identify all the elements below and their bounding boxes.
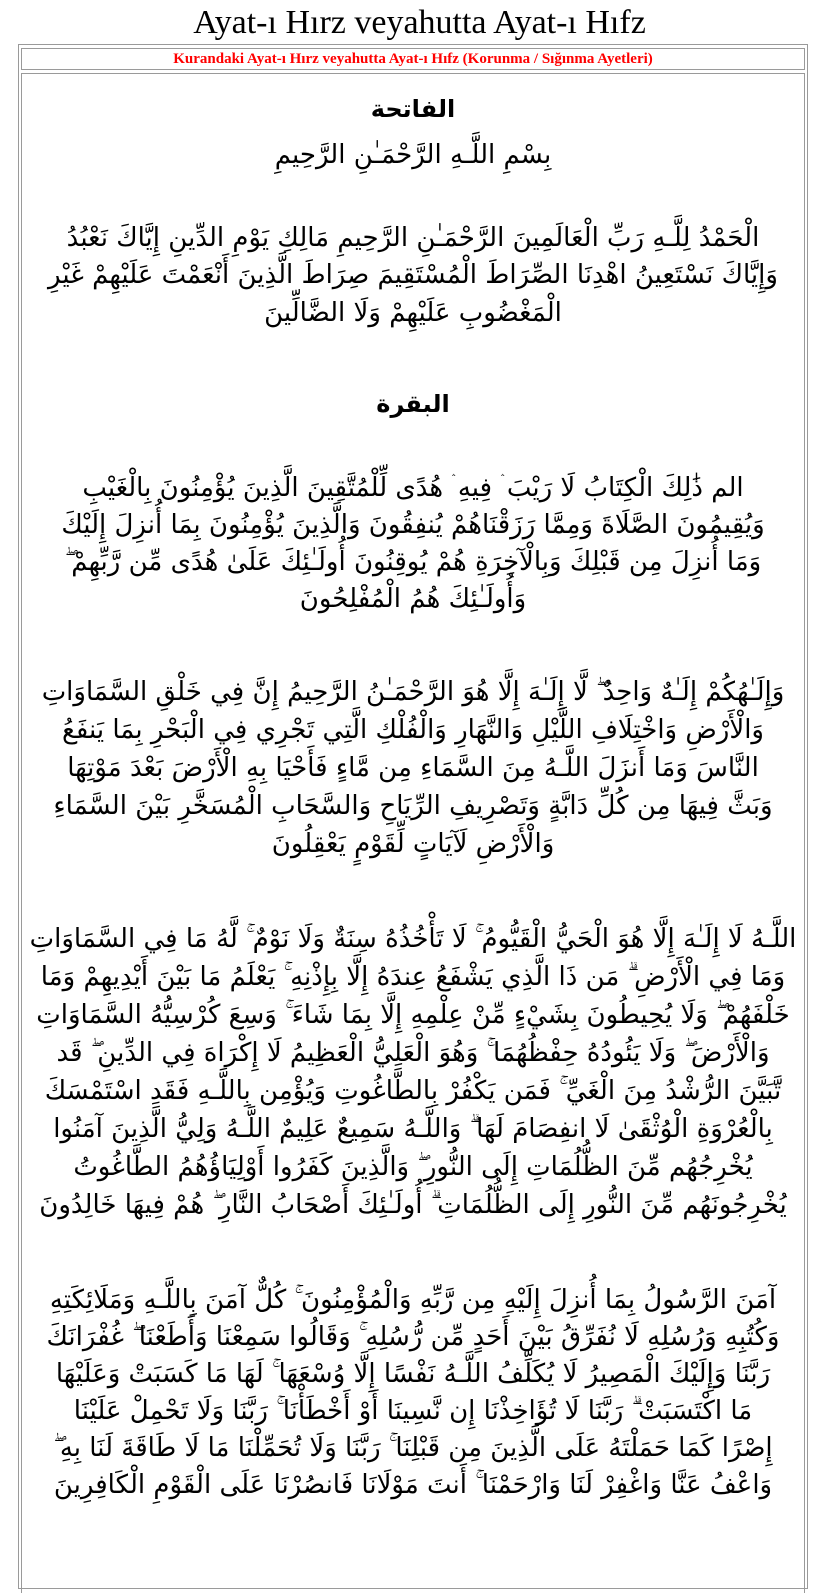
verse-line: وَأُولَـٰئِكَ هُمُ الْمُفْلِحُونَ bbox=[299, 584, 527, 614]
verse-line: يُخْرِجُونَهُم مِّنَ النُّورِ إِلَى الظُّلُمَاتِ ۗ أُولَـٰئِكَ أَصْحَابُ النَّارِ ۖ هُمْ فِيهَا خَالِدُونَ bbox=[39, 1190, 787, 1220]
verse-line: بِالْعُرْوَةِ الْوُثْقَىٰ لَا انفِصَامَ لَهَا ۗ وَاللَّـهُ سَمِيعٌ عَلِيمٌ اللَّـهُ وَلِيُّ الَّذِينَ آمَنُوا bbox=[53, 1114, 773, 1144]
verse-line: وَإِيَّاكَ نَسْتَعِينُ اهْدِنَا الصِّرَاطَ الْمُسْتَقِيمَ صِرَاطَ الَّذِينَ أَنْعَمْتَ عَلَيْهِمْ غَيْرِ bbox=[48, 260, 778, 290]
verse-line: الْمَغْضُوبِ عَلَيْهِمْ وَلَا الضَّالِّينَ bbox=[264, 298, 562, 328]
verse-line: وَالْأَرْضِ لَآيَاتٍ لِّقَوْمٍ يَعْقِلُونَ bbox=[271, 829, 555, 859]
verse-line: إِصْرًا كَمَا حَمَلْتَهُ عَلَى الَّذِينَ مِن قَبْلِنَا ۚ رَبَّنَا وَلَا تُحَمِّلْنَا مَا لَا طَاقَةَ لَنَا بِهِ ۖ bbox=[53, 1433, 773, 1463]
verse-line: وَالْأَرْضِ وَاخْتِلَافِ اللَّيْلِ وَالنَّهَارِ وَالْفُلْكِ الَّتِي تَجْرِي فِي الْبَحْرِ بِمَا يَنفَعُ bbox=[62, 715, 764, 745]
page-title: Ayat-ı Hırz veyahutta Ayat-ı Hıfz bbox=[193, 4, 646, 41]
verse-line: وَيُقِيمُونَ الصَّلَاةَ وَمِمَّا رَزَقْنَاهُمْ يُنفِقُونَ وَالَّذِينَ يُؤْمِنُونَ بِمَا أُنزِلَ إِلَيْكَ bbox=[61, 510, 765, 540]
subtitle: Kurandaki Ayat-ı Hırz veyahutta Ayat-ı Hıfz (Korunma / Sığınma Ayetleri) bbox=[173, 51, 653, 67]
verse-line: وَمَا فِي الْأَرْضِ ۗ مَن ذَا الَّذِي يَشْفَعُ عِندَهُ إِلَّا بِإِذْنِهِ ۚ يَعْلَمُ مَا بَيْنَ أَيْدِيهِمْ وَمَا bbox=[40, 962, 786, 992]
verse-line: مَا اكْتَسَبَتْ ۗ رَبَّنَا لَا تُؤَاخِذْنَا إِن نَّسِينَا أَوْ أَخْطَأْنَا ۚ رَبَّنَا وَلَا تَحْمِلْ عَلَيْنَا bbox=[73, 1396, 753, 1426]
verse-line: وَاعْفُ عَنَّا وَاغْفِرْ لَنَا وَارْحَمْنَا ۚ أَنتَ مَوْلَانَا فَانصُرْنَا عَلَى الْقَوْمِ الْكَافِرِينَ bbox=[53, 1470, 773, 1500]
verse-line: الْحَمْدُ لِلَّـهِ رَبِّ الْعَالَمِينَ الرَّحْمَـٰنِ الرَّحِيمِ مَالِكِ يَوْمِ الدِّينِ إِيَّاكَ نَعْبُدُ bbox=[66, 223, 760, 253]
verse-line: آمَنَ الرَّسُولُ بِمَا أُنزِلَ إِلَيْهِ مِن رَّبِّهِ وَالْمُؤْمِنُونَ ۚ كُلٌّ آمَنَ بِاللَّـهِ وَمَلَائِكَتِهِ bbox=[49, 1285, 777, 1315]
verse-line: يُخْرِجُهُم مِّنَ الظُّلُمَاتِ إِلَى النُّورِ ۖ وَالَّذِينَ كَفَرُوا أَوْلِيَاؤُهُمُ الطَّاغُوتُ bbox=[73, 1152, 753, 1182]
verse-line: وَإِلَـٰهُكُمْ إِلَـٰهٌ وَاحِدٌ ۖ لَّا إِلَـٰهَ إِلَّا هُوَ الرَّحْمَـٰنُ الرَّحِيمُ إِنَّ فِي خَلْقِ السَّمَاوَاتِ bbox=[41, 677, 785, 707]
verse-line: رَبَّنَا وَإِلَيْكَ الْمَصِيرُ لَا يُكَلِّفُ اللَّـهُ نَفْسًا إِلَّا وُسْعَهَا ۚ لَهَا مَا كَسَبَتْ وَعَلَيْهَا bbox=[55, 1359, 771, 1389]
verse-line: اللَّـهُ لَا إِلَـٰهَ إِلَّا هُوَ الْحَيُّ الْقَيُّومُ ۚ لَا تَأْخُذُهُ سِنَةٌ وَلَا نَوْمٌ ۚ لَّهُ مَا فِي السَّمَاوَاتِ bbox=[29, 924, 797, 954]
verse-line: وَكُتُبِهِ وَرُسُلِهِ لَا نُفَرِّقُ بَيْنَ أَحَدٍ مِّن رُّسُلِهِ ۚ وَقَالُوا سَمِعْنَا وَأَطَعْنَا ۖ غُفْرَانَكَ bbox=[46, 1322, 780, 1352]
verse-line: خَلْفَهُمْ ۖ وَلَا يُحِيطُونَ بِشَيْءٍ مِّنْ عِلْمِهِ إِلَّا بِمَا شَاءَ ۚ وَسِعَ كُرْسِيُّهُ السَّمَاوَاتِ bbox=[36, 1000, 790, 1030]
basmala: بِسْمِ اللَّـهِ الرَّحْمَـٰنِ الرَّحِيمِ bbox=[274, 140, 552, 170]
verse-line: تَّبَيَّنَ الرُّشْدُ مِنَ الْغَيِّ ۚ فَمَن يَكْفُرْ بِالطَّاغُوتِ وَيُؤْمِن بِاللَّـهِ فَقَدِ اسْتَمْسَكَ bbox=[44, 1076, 782, 1106]
verse-line: وَالْأَرْضَ ۖ وَلَا يَئُودُهُ حِفْظُهُمَا ۚ وَهُوَ الْعَلِيُّ الْعَظِيمُ لَا إِكْرَاهَ فِي الدِّينِ ۖ قَد bbox=[56, 1038, 770, 1068]
subtitle-cell bbox=[21, 48, 805, 70]
verse-line: النَّاسَ وَمَا أَنزَلَ اللَّـهُ مِنَ السَّمَاءِ مِن مَّاءٍ فَأَحْيَا بِهِ الْأَرْضَ بَعْدَ مَوْتِهَا bbox=[67, 753, 759, 783]
surah-name-fatiha: الفاتحة bbox=[370, 95, 456, 123]
verse-line: الم ذَٰلِكَ الْكِتَابُ لَا رَيْبَ ۛ فِيهِ ۛ هُدًى لِّلْمُتَّقِينَ الَّذِينَ يُؤْمِنُونَ بِالْغَيْبِ bbox=[82, 473, 744, 503]
verse-line: وَبَثَّ فِيهَا مِن كُلِّ دَابَّةٍ وَتَصْرِيفِ الرِّيَاحِ وَالسَّحَابِ الْمُسَخَّرِ بَيْنَ السَّمَاءِ bbox=[53, 791, 773, 821]
surah-name-baqara: البقرة bbox=[376, 390, 450, 418]
verse-line: وَمَا أُنزِلَ مِن قَبْلِكَ وَبِالْآخِرَةِ هُمْ يُوقِنُونَ أُولَـٰئِكَ عَلَىٰ هُدًى مِّن رَّبِّهِمْ ۖ bbox=[64, 547, 762, 577]
